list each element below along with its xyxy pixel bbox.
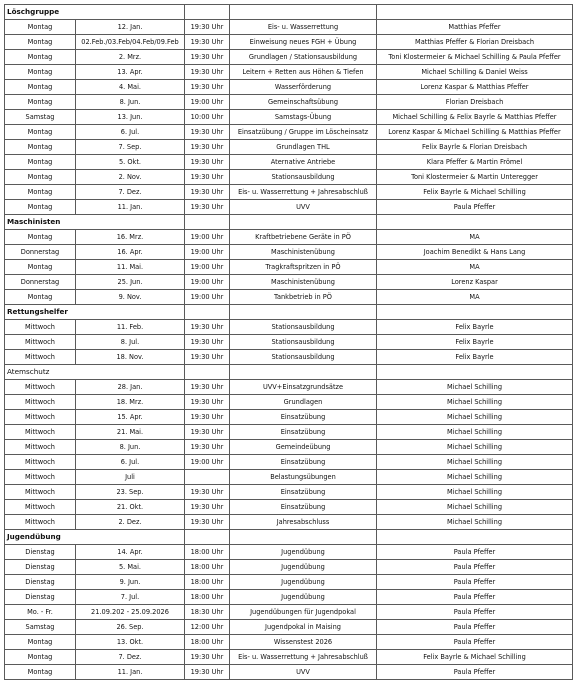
weekday-cell: Montag	[5, 170, 76, 185]
weekday-cell: Mittwoch	[5, 410, 76, 425]
section-header-row	[5, 5, 573, 20]
date-cell: 28. Jan.	[76, 380, 185, 395]
topic-cell: Jugendübung	[230, 560, 377, 575]
weekday-cell: Dienstag	[5, 545, 76, 560]
time-cell: 19:30 Uhr	[185, 350, 230, 365]
table-row	[5, 590, 573, 605]
weekday-cell: Montag	[5, 665, 76, 680]
date-cell: 21. Okt.	[76, 500, 185, 515]
date-cell: 11. Jan.	[76, 665, 185, 680]
weekday-cell: Donnerstag	[5, 245, 76, 260]
instructor-cell: Paula Pfeffer	[377, 560, 573, 575]
time-cell: 19:30 Uhr	[185, 35, 230, 50]
date-cell: 7. Jul.	[76, 590, 185, 605]
table-row	[5, 410, 573, 425]
schedule-body	[5, 5, 573, 680]
date-cell: 8. Jul.	[76, 335, 185, 350]
table-row	[5, 110, 573, 125]
instructor-cell: Paula Pfeffer	[377, 665, 573, 680]
weekday-cell: Donnerstag	[5, 275, 76, 290]
table-row	[5, 320, 573, 335]
date-cell: 8. Jun.	[76, 440, 185, 455]
date-cell: 16. Apr.	[76, 245, 185, 260]
table-row	[5, 650, 573, 665]
instructor-cell: Toni Klostermeier & Michael Schilling & Paula Pfeffer	[377, 50, 573, 65]
section-header-empty-cell	[377, 365, 573, 380]
table-row	[5, 185, 573, 200]
table-row	[5, 635, 573, 650]
time-cell: 19:30 Uhr	[185, 170, 230, 185]
date-cell: 13. Apr.	[76, 65, 185, 80]
date-cell: 21.09.202 - 25.09.2026	[76, 605, 185, 620]
topic-cell: Grundlagen THL	[230, 140, 377, 155]
instructor-cell: Matthias Pfeffer & Florian Dreisbach	[377, 35, 573, 50]
date-cell: 2. Dez.	[76, 515, 185, 530]
weekday-cell: Montag	[5, 95, 76, 110]
instructor-cell: MA	[377, 230, 573, 245]
section-header-row	[5, 215, 573, 230]
instructor-cell: Lorenz Kaspar	[377, 275, 573, 290]
time-cell: 18:00 Uhr	[185, 545, 230, 560]
date-cell: 5. Okt.	[76, 155, 185, 170]
topic-cell: Eis- u. Wasserrettung + Jahresabschluß	[230, 185, 377, 200]
topic-cell: Samstags-Übung	[230, 110, 377, 125]
section-header-empty-cell	[185, 5, 230, 20]
table-row	[5, 335, 573, 350]
time-cell: 19:30 Uhr	[185, 140, 230, 155]
section-title: Atemschutz	[5, 365, 185, 380]
date-cell: 6. Jul.	[76, 125, 185, 140]
table-row	[5, 485, 573, 500]
instructor-cell: Florian Dreisbach	[377, 95, 573, 110]
topic-cell: Grundlagen / Stationsausbildung	[230, 50, 377, 65]
table-row	[5, 440, 573, 455]
topic-cell: Eis- u. Wasserrettung + Jahresabschluß	[230, 650, 377, 665]
time-cell	[185, 470, 230, 485]
weekday-cell: Montag	[5, 635, 76, 650]
time-cell: 18:00 Uhr	[185, 590, 230, 605]
weekday-cell: Montag	[5, 140, 76, 155]
date-cell: 8. Jun.	[76, 95, 185, 110]
instructor-cell: Joachim Benedikt & Hans Lang	[377, 245, 573, 260]
date-cell: 7. Dez.	[76, 185, 185, 200]
schedule-table	[4, 4, 573, 680]
time-cell: 19:30 Uhr	[185, 125, 230, 140]
weekday-cell: Montag	[5, 290, 76, 305]
date-cell: 26. Sep.	[76, 620, 185, 635]
section-title: Rettungshelfer	[5, 305, 185, 320]
section-header-row	[5, 365, 573, 380]
time-cell: 19:30 Uhr	[185, 80, 230, 95]
weekday-cell: Montag	[5, 80, 76, 95]
table-row	[5, 380, 573, 395]
time-cell: 18:30 Uhr	[185, 605, 230, 620]
date-cell: 14. Apr.	[76, 545, 185, 560]
time-cell: 19:30 Uhr	[185, 665, 230, 680]
instructor-cell: MA	[377, 290, 573, 305]
section-header-empty-cell	[377, 215, 573, 230]
date-cell: 4. Mai.	[76, 80, 185, 95]
date-cell: 21. Mai.	[76, 425, 185, 440]
section-header-empty-cell	[230, 215, 377, 230]
weekday-cell: Mittwoch	[5, 515, 76, 530]
instructor-cell: Klara Pfeffer & Martin Frömel	[377, 155, 573, 170]
table-row	[5, 170, 573, 185]
time-cell: 19:00 Uhr	[185, 455, 230, 470]
date-cell: 02.Feb./03.Feb/04.Feb/09.Feb	[76, 35, 185, 50]
topic-cell: Wissenstest 2026	[230, 635, 377, 650]
instructor-cell: Felix Bayrle	[377, 335, 573, 350]
topic-cell: Jugendübung	[230, 575, 377, 590]
section-header-empty-cell	[377, 5, 573, 20]
weekday-cell: Mittwoch	[5, 485, 76, 500]
date-cell: 25. Jun.	[76, 275, 185, 290]
date-cell: 7. Dez.	[76, 650, 185, 665]
topic-cell: Einsatzübung / Gruppe im Löscheinsatz	[230, 125, 377, 140]
time-cell: 19:30 Uhr	[185, 515, 230, 530]
instructor-cell: Felix Bayrle	[377, 320, 573, 335]
weekday-cell: Dienstag	[5, 575, 76, 590]
table-row	[5, 275, 573, 290]
instructor-cell: Felix Bayrle & Michael Schilling	[377, 185, 573, 200]
table-row	[5, 95, 573, 110]
date-cell: 6. Jul.	[76, 455, 185, 470]
table-row	[5, 80, 573, 95]
topic-cell: Stationsausbildung	[230, 320, 377, 335]
section-header-empty-cell	[185, 305, 230, 320]
table-row	[5, 545, 573, 560]
topic-cell: Gemeinschaftsübung	[230, 95, 377, 110]
weekday-cell: Mittwoch	[5, 440, 76, 455]
weekday-cell: Montag	[5, 260, 76, 275]
instructor-cell: Paula Pfeffer	[377, 620, 573, 635]
table-row	[5, 200, 573, 215]
section-header-empty-cell	[377, 530, 573, 545]
table-row	[5, 470, 573, 485]
instructor-cell: Michael Schilling	[377, 515, 573, 530]
date-cell: 12. Jan.	[76, 20, 185, 35]
instructor-cell: Felix Bayrle & Michael Schilling	[377, 650, 573, 665]
date-cell: 15. Apr.	[76, 410, 185, 425]
time-cell: 19:30 Uhr	[185, 185, 230, 200]
date-cell: 11. Jan.	[76, 200, 185, 215]
topic-cell: Eis- u. Wasserrettung	[230, 20, 377, 35]
table-row	[5, 455, 573, 470]
topic-cell: Maschinistenübung	[230, 275, 377, 290]
time-cell: 19:30 Uhr	[185, 425, 230, 440]
weekday-cell: Montag	[5, 65, 76, 80]
weekday-cell: Montag	[5, 230, 76, 245]
table-row	[5, 155, 573, 170]
time-cell: 10:00 Uhr	[185, 110, 230, 125]
instructor-cell: Michael Schilling	[377, 395, 573, 410]
topic-cell: Tankbetrieb in PÖ	[230, 290, 377, 305]
time-cell: 19:30 Uhr	[185, 335, 230, 350]
time-cell: 19:30 Uhr	[185, 650, 230, 665]
weekday-cell: Montag	[5, 200, 76, 215]
time-cell: 18:00 Uhr	[185, 635, 230, 650]
instructor-cell: Paula Pfeffer	[377, 575, 573, 590]
weekday-cell: Mittwoch	[5, 425, 76, 440]
weekday-cell: Dienstag	[5, 590, 76, 605]
date-cell: Juli	[76, 470, 185, 485]
weekday-cell: Montag	[5, 20, 76, 35]
time-cell: 19:00 Uhr	[185, 260, 230, 275]
topic-cell: Einsatzübung	[230, 485, 377, 500]
date-cell: 9. Jun.	[76, 575, 185, 590]
table-row	[5, 125, 573, 140]
table-row	[5, 515, 573, 530]
topic-cell: Grundlagen	[230, 395, 377, 410]
weekday-cell: Samstag	[5, 620, 76, 635]
table-row	[5, 560, 573, 575]
topic-cell: Einsatzübung	[230, 425, 377, 440]
topic-cell: Einsatzübung	[230, 500, 377, 515]
table-row	[5, 290, 573, 305]
time-cell: 19:30 Uhr	[185, 155, 230, 170]
topic-cell: Tragkraftspritzen in PÖ	[230, 260, 377, 275]
instructor-cell: Michael Schilling	[377, 500, 573, 515]
weekday-cell: Montag	[5, 35, 76, 50]
topic-cell: Kraftbetriebene Geräte in PÖ	[230, 230, 377, 245]
topic-cell: Aternative Antriebe	[230, 155, 377, 170]
date-cell: 7. Sep.	[76, 140, 185, 155]
instructor-cell: Michael Schilling & Felix Bayrle & Matthias Pfeffer	[377, 110, 573, 125]
weekday-cell: Mittwoch	[5, 380, 76, 395]
time-cell: 19:00 Uhr	[185, 230, 230, 245]
section-header-empty-cell	[185, 365, 230, 380]
time-cell: 19:30 Uhr	[185, 20, 230, 35]
weekday-cell: Mittwoch	[5, 320, 76, 335]
weekday-cell: Mittwoch	[5, 395, 76, 410]
table-row	[5, 575, 573, 590]
table-row	[5, 500, 573, 515]
topic-cell: UVV	[230, 665, 377, 680]
topic-cell: Einsatzübung	[230, 410, 377, 425]
table-row	[5, 665, 573, 680]
topic-cell: Einsatzübung	[230, 455, 377, 470]
section-header-empty-cell	[377, 305, 573, 320]
time-cell: 19:30 Uhr	[185, 380, 230, 395]
weekday-cell: Montag	[5, 125, 76, 140]
time-cell: 19:00 Uhr	[185, 290, 230, 305]
weekday-cell: Montag	[5, 155, 76, 170]
weekday-cell: Mittwoch	[5, 350, 76, 365]
table-row	[5, 395, 573, 410]
date-cell: 23. Sep.	[76, 485, 185, 500]
schedule-sheet	[4, 4, 572, 680]
date-cell: 5. Mai.	[76, 560, 185, 575]
weekday-cell: Montag	[5, 650, 76, 665]
weekday-cell: Mo. - Fr.	[5, 605, 76, 620]
table-row	[5, 620, 573, 635]
weekday-cell: Mittwoch	[5, 455, 76, 470]
time-cell: 19:30 Uhr	[185, 395, 230, 410]
table-row	[5, 425, 573, 440]
time-cell: 18:00 Uhr	[185, 560, 230, 575]
time-cell: 19:30 Uhr	[185, 410, 230, 425]
time-cell: 19:30 Uhr	[185, 485, 230, 500]
weekday-cell: Mittwoch	[5, 500, 76, 515]
instructor-cell: Felix Bayrle	[377, 350, 573, 365]
date-cell: 2. Nov.	[76, 170, 185, 185]
instructor-cell: Paula Pfeffer	[377, 590, 573, 605]
date-cell: 18. Mrz.	[76, 395, 185, 410]
instructor-cell: Michael Schilling	[377, 470, 573, 485]
table-row	[5, 230, 573, 245]
instructor-cell: Paula Pfeffer	[377, 605, 573, 620]
section-title: Löschgruppe	[5, 5, 185, 20]
instructor-cell: Paula Pfeffer	[377, 200, 573, 215]
weekday-cell: Montag	[5, 50, 76, 65]
section-header-empty-cell	[185, 215, 230, 230]
instructor-cell: Michael Schilling	[377, 425, 573, 440]
table-row	[5, 35, 573, 50]
time-cell: 19:00 Uhr	[185, 245, 230, 260]
topic-cell: Stationsausbildung	[230, 170, 377, 185]
table-row	[5, 20, 573, 35]
instructor-cell: Felix Bayrle & Florian Dreisbach	[377, 140, 573, 155]
section-header-empty-cell	[230, 305, 377, 320]
weekday-cell: Dienstag	[5, 560, 76, 575]
date-cell: 11. Feb.	[76, 320, 185, 335]
section-header-empty-cell	[230, 365, 377, 380]
section-header-row	[5, 530, 573, 545]
time-cell: 19:30 Uhr	[185, 500, 230, 515]
topic-cell: Jugendübung	[230, 545, 377, 560]
topic-cell: UVV+Einsatzgrundsätze	[230, 380, 377, 395]
table-row	[5, 605, 573, 620]
time-cell: 18:00 Uhr	[185, 575, 230, 590]
topic-cell: Leitern + Retten aus Höhen & Tiefen	[230, 65, 377, 80]
instructor-cell: Matthias Pfeffer	[377, 20, 573, 35]
topic-cell: Stationsausbildung	[230, 335, 377, 350]
table-row	[5, 350, 573, 365]
instructor-cell: MA	[377, 260, 573, 275]
table-row	[5, 50, 573, 65]
time-cell: 19:00 Uhr	[185, 95, 230, 110]
section-title: Jugendübung	[5, 530, 185, 545]
weekday-cell: Mittwoch	[5, 470, 76, 485]
topic-cell: Jugendübungen für Jugendpokal	[230, 605, 377, 620]
table-row	[5, 65, 573, 80]
weekday-cell: Mittwoch	[5, 335, 76, 350]
instructor-cell: Michael Schilling	[377, 440, 573, 455]
time-cell: 19:30 Uhr	[185, 200, 230, 215]
topic-cell: Einweisung neues FGH + Übung	[230, 35, 377, 50]
time-cell: 19:00 Uhr	[185, 275, 230, 290]
date-cell: 13. Jun.	[76, 110, 185, 125]
instructor-cell: Michael Schilling & Daniel Weiss	[377, 65, 573, 80]
table-row	[5, 245, 573, 260]
date-cell: 13. Okt.	[76, 635, 185, 650]
instructor-cell: Michael Schilling	[377, 410, 573, 425]
weekday-cell: Montag	[5, 185, 76, 200]
time-cell: 12:00 Uhr	[185, 620, 230, 635]
weekday-cell: Samstag	[5, 110, 76, 125]
instructor-cell: Lorenz Kaspar & Michael Schilling & Matthias Pfeffer	[377, 125, 573, 140]
section-title: Maschinisten	[5, 215, 185, 230]
instructor-cell: Toni Klostermeier & Martin Unteregger	[377, 170, 573, 185]
table-row	[5, 260, 573, 275]
time-cell: 19:30 Uhr	[185, 50, 230, 65]
time-cell: 19:30 Uhr	[185, 440, 230, 455]
topic-cell: Jugendpokal in Maising	[230, 620, 377, 635]
topic-cell: UVV	[230, 200, 377, 215]
date-cell: 18. Nov.	[76, 350, 185, 365]
date-cell: 9. Nov.	[76, 290, 185, 305]
topic-cell: Maschinistenübung	[230, 245, 377, 260]
topic-cell: Gemeindeübung	[230, 440, 377, 455]
topic-cell: Belastungsübungen	[230, 470, 377, 485]
topic-cell: Wasserförderung	[230, 80, 377, 95]
instructor-cell: Michael Schilling	[377, 380, 573, 395]
topic-cell: Jugendübung	[230, 590, 377, 605]
instructor-cell: Lorenz Kaspar & Matthias Pfeffer	[377, 80, 573, 95]
instructor-cell: Paula Pfeffer	[377, 635, 573, 650]
section-header-empty-cell	[230, 5, 377, 20]
table-row	[5, 140, 573, 155]
date-cell: 16. Mrz.	[76, 230, 185, 245]
date-cell: 11. Mai.	[76, 260, 185, 275]
section-header-empty-cell	[185, 530, 230, 545]
section-header-empty-cell	[230, 530, 377, 545]
section-header-row	[5, 305, 573, 320]
time-cell: 19:30 Uhr	[185, 320, 230, 335]
instructor-cell: Michael Schilling	[377, 485, 573, 500]
time-cell: 19:30 Uhr	[185, 65, 230, 80]
instructor-cell: Michael Schilling	[377, 455, 573, 470]
date-cell: 2. Mrz.	[76, 50, 185, 65]
topic-cell: Jahresabschluss	[230, 515, 377, 530]
instructor-cell: Paula Pfeffer	[377, 545, 573, 560]
topic-cell: Stationsausbildung	[230, 350, 377, 365]
